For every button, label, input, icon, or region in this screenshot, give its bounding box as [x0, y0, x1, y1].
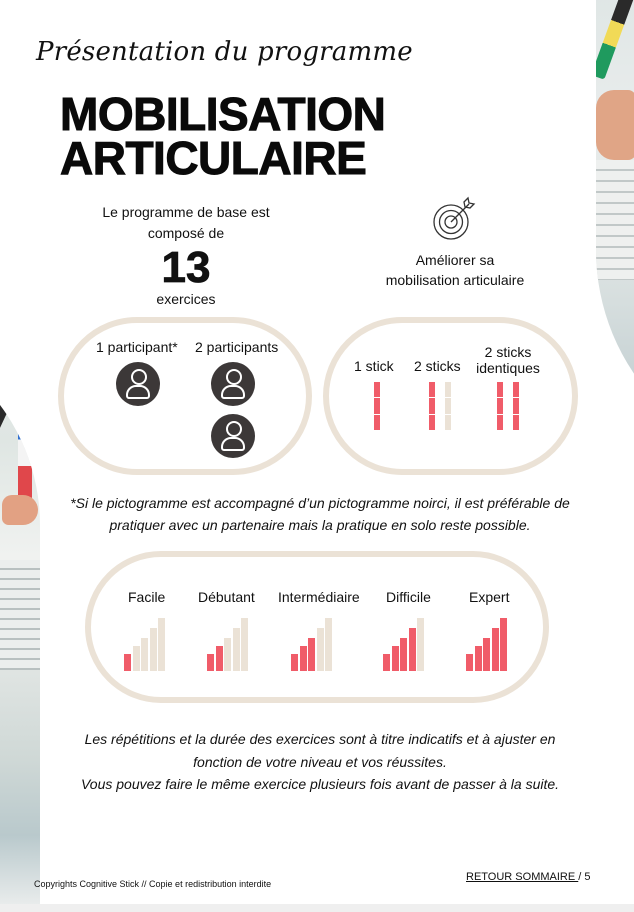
exercise-count-block — [86, 202, 286, 308]
page-number: 5 — [584, 871, 591, 883]
level-label-expert: Expert — [469, 589, 510, 605]
building-image — [596, 160, 634, 280]
hand-image — [596, 90, 634, 160]
target-dart-icon — [431, 196, 479, 242]
instructions-note: Les répétitions et la durée des exercices sont à titre indicatifs et à ajuster en fonction de votre niveau et vos réussites. Vous pouvez faire le même exercice plusieurs fois avant de passer à la suite. — [80, 731, 560, 792]
participants-label-2: 2 participants — [195, 339, 279, 355]
sticks-label-2: 2 sticks — [414, 358, 461, 374]
level-label-intermediaire: Intermédiaire — [278, 589, 360, 605]
copyright-notice: Copyrights Cognitive Stick // Copie et redistribution interdite — [34, 879, 272, 889]
hand-image — [2, 495, 38, 525]
sticks-label-1: 1 stick — [354, 358, 394, 374]
level-label-difficile: Difficile — [386, 589, 431, 605]
level-bars-difficile — [383, 617, 424, 671]
stick-icon-beige — [445, 382, 451, 430]
stick-icon-red — [374, 382, 380, 430]
count-intro: Le programme de base est composé de — [102, 204, 270, 241]
page-bottom-edge — [0, 904, 634, 912]
footer-navigation — [466, 871, 591, 883]
level-bars-debutant — [207, 617, 248, 671]
building-image — [0, 560, 40, 670]
page-separator: / — [578, 871, 585, 883]
count-unit: exercices — [156, 291, 216, 307]
participants-label-1: 1 participant* — [96, 339, 178, 355]
title-line-1: MOBILISATION — [60, 88, 386, 140]
title-line-2: ARTICULAIRE — [60, 132, 367, 184]
stick-icon-red — [429, 382, 435, 430]
level-label-debutant: Débutant — [198, 589, 255, 605]
level-bars-facile — [124, 617, 165, 671]
goal-block — [355, 196, 555, 290]
back-to-summary-link[interactable]: RETOUR SOMMAIRE — [466, 871, 579, 883]
stick-icon-red — [497, 382, 503, 430]
script-subtitle: Présentation du programme — [36, 37, 413, 67]
user-avatar-icon — [116, 362, 160, 406]
level-bars-intermediaire — [291, 617, 332, 671]
user-avatar-icon — [211, 362, 255, 406]
photo-juggling-right — [596, 0, 634, 470]
exercise-count: 13 — [161, 243, 211, 292]
yellow-green-stick-image — [596, 0, 634, 80]
sticks-label-3: 2 sticks identiques — [476, 344, 540, 376]
level-bars-expert — [466, 617, 507, 671]
goal-text: Améliorer sa mobilisation articulaire — [385, 252, 525, 288]
user-avatar-icon — [211, 414, 255, 458]
page-title — [60, 88, 386, 184]
partner-footnote: *Si le pictogramme est accompagné d’un pictogramme noirci, il est préférable de pratiquer avec un partenaire mais la pratique en solo reste possible. — [70, 495, 570, 533]
level-label-facile: Facile — [128, 589, 166, 605]
black-stick-image — [0, 399, 11, 441]
photo-juggling-left — [0, 325, 40, 904]
tricolor-stick-image — [18, 410, 32, 500]
stick-icon-red — [513, 382, 519, 430]
